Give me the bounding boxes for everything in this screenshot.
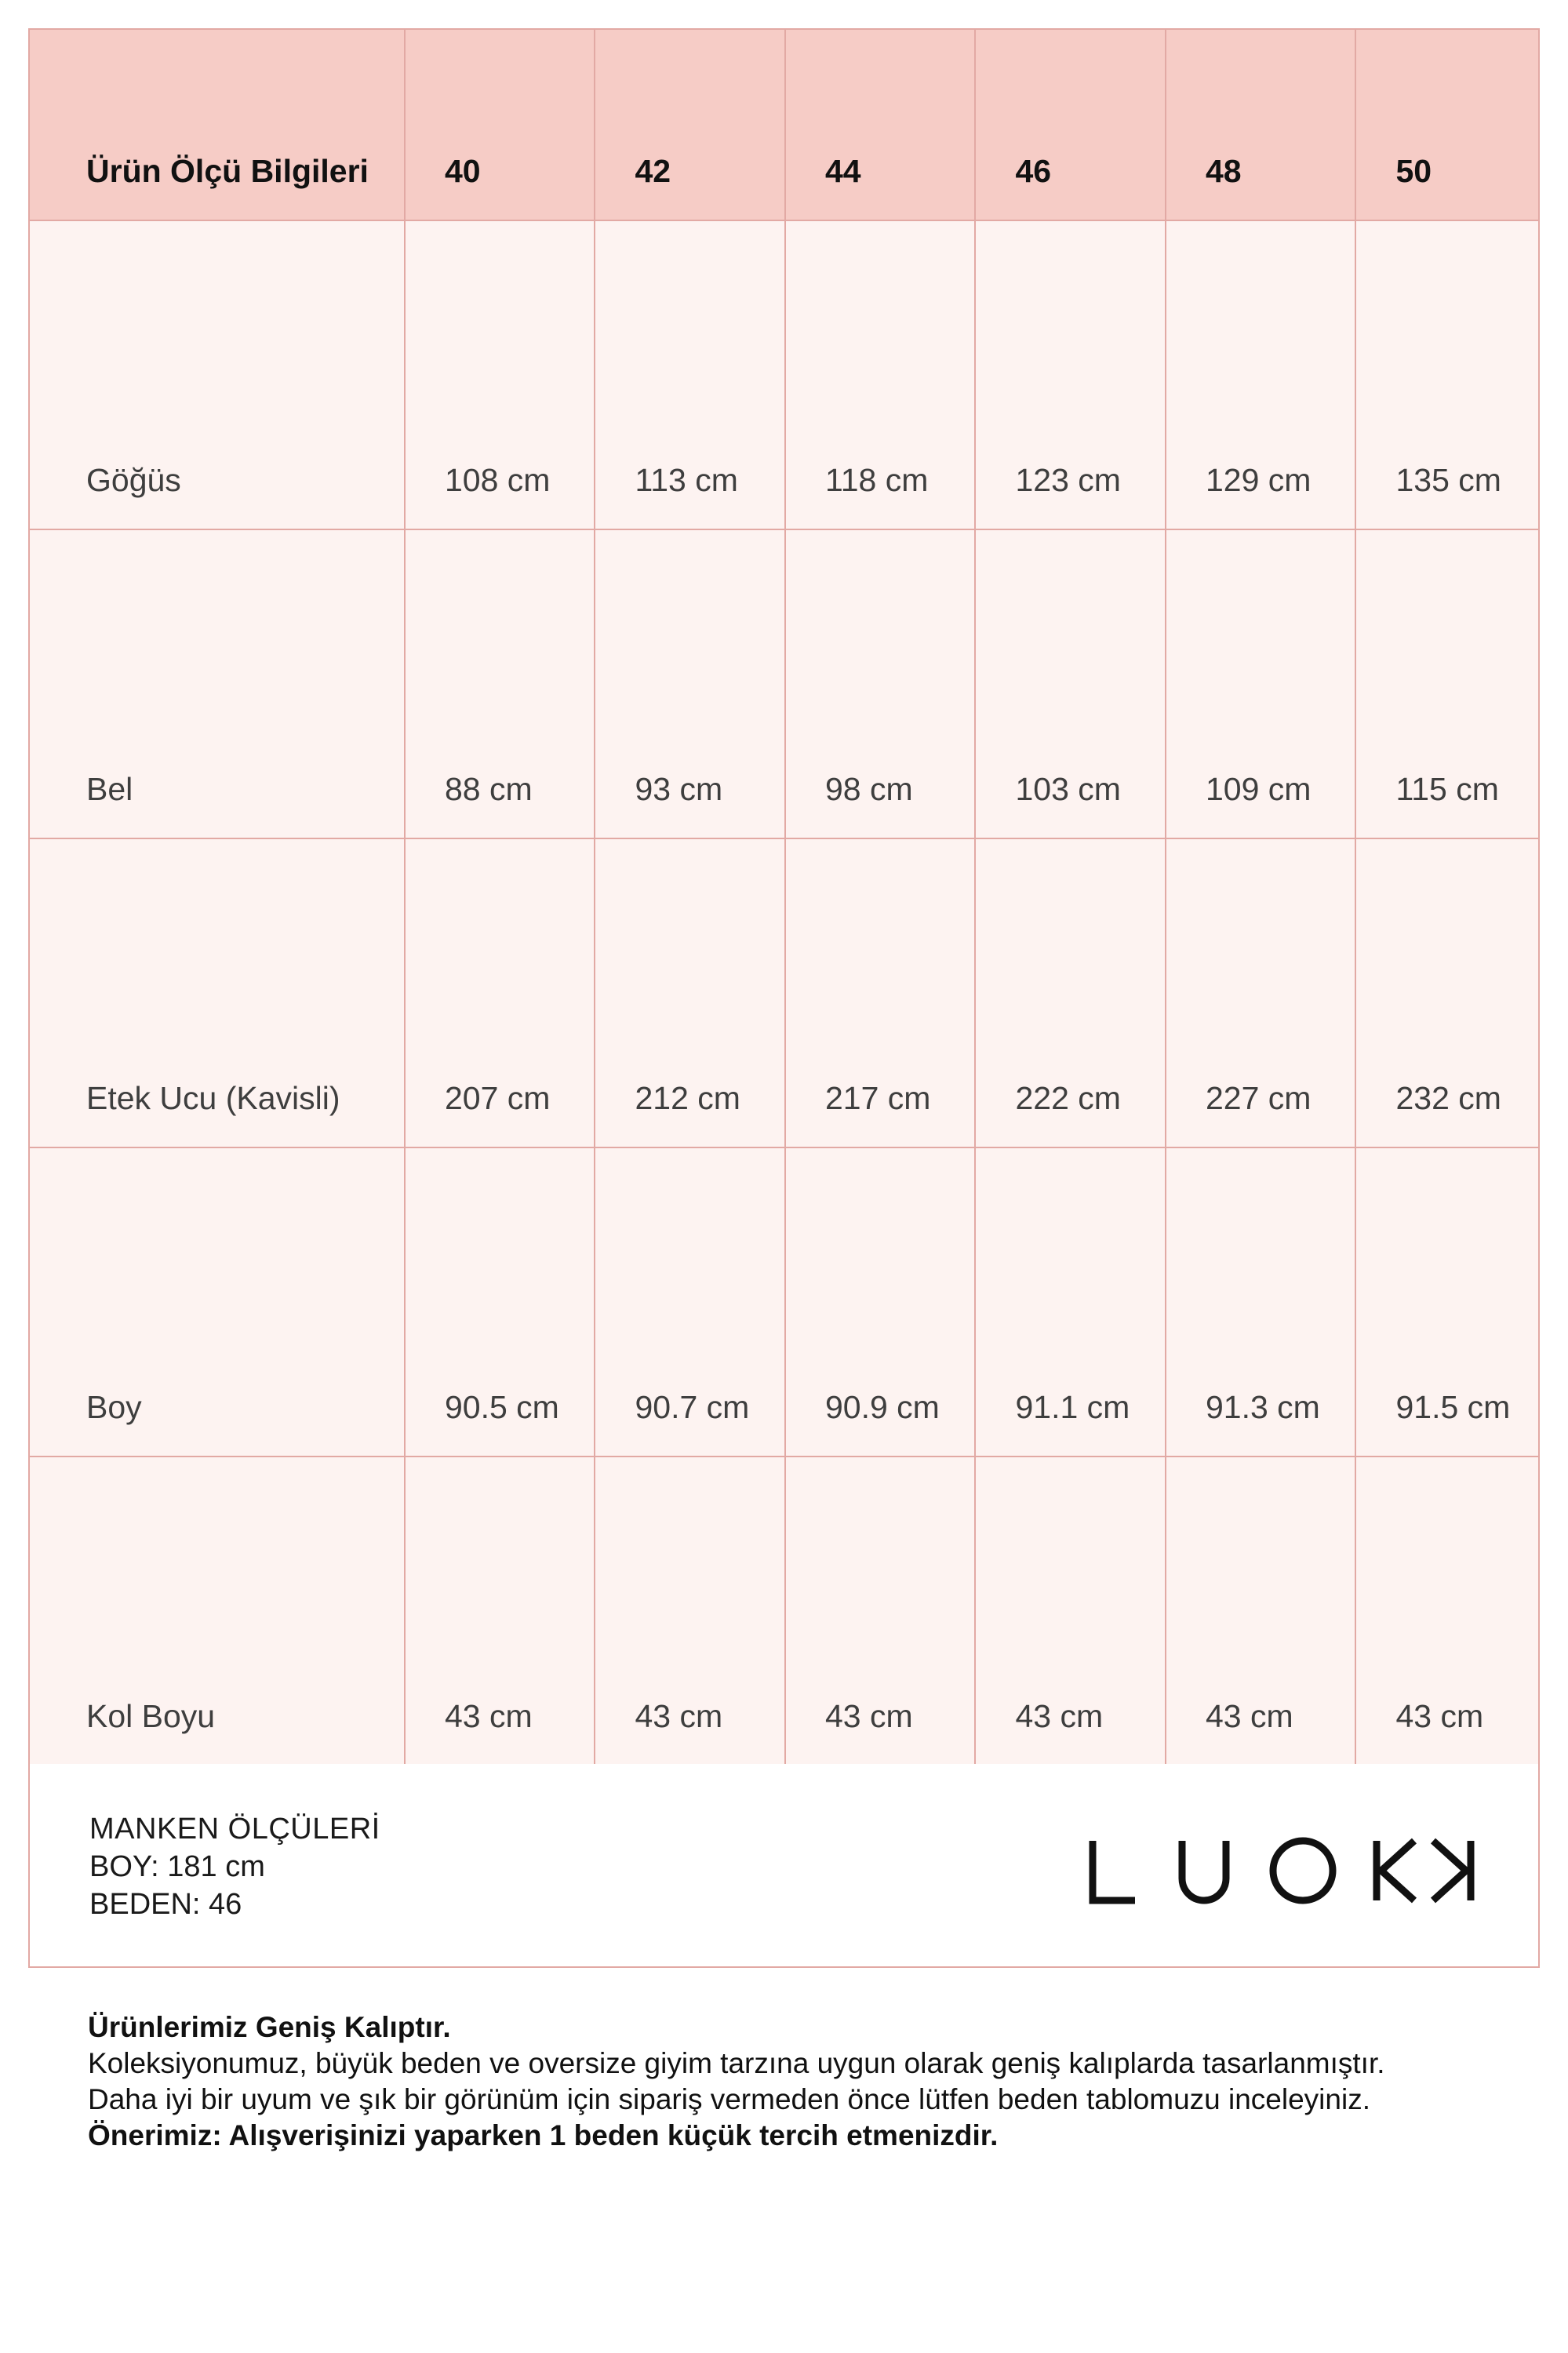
- notes-heading: Ürünlerimiz Geniş Kalıptır.: [88, 2011, 451, 2043]
- table-cell: 43 cm: [405, 1457, 595, 1766]
- table-row-chest: [29, 220, 1539, 529]
- table-row-sleeve: [29, 1457, 1539, 1766]
- size-chart-table: [28, 28, 1540, 1766]
- row-label: Kol Boyu: [29, 1457, 405, 1766]
- table-cell: 227 cm: [1166, 838, 1356, 1147]
- table-cell: 98 cm: [785, 529, 976, 838]
- notes-recommendation: Önerimiz: Alışverişinizi yaparken 1 beden küçük tercih etmenizdir.: [88, 2119, 999, 2151]
- header-size-40: 40: [405, 29, 595, 220]
- brand-logo: [1086, 1836, 1479, 1907]
- table-cell: 113 cm: [595, 220, 785, 529]
- table-cell: 135 cm: [1355, 220, 1539, 529]
- table-cell: 88 cm: [405, 529, 595, 838]
- table-cell: 108 cm: [405, 220, 595, 529]
- table-cell: 91.3 cm: [1166, 1147, 1356, 1457]
- model-measurements-box: [28, 1764, 1540, 1968]
- model-size: BEDEN: 46: [89, 1888, 242, 1921]
- table-cell: 232 cm: [1355, 838, 1539, 1147]
- model-title: MANKEN ÖLÇÜLERİ: [89, 1813, 380, 1846]
- table-cell: 93 cm: [595, 529, 785, 838]
- header-size-44: 44: [785, 29, 976, 220]
- row-label: Göğüs: [29, 220, 405, 529]
- row-label: Etek Ucu (Kavisli): [29, 838, 405, 1147]
- table-cell: 109 cm: [1166, 529, 1356, 838]
- table-cell: 103 cm: [975, 529, 1166, 838]
- table-cell: 90.7 cm: [595, 1147, 785, 1457]
- product-notes: [88, 2009, 1523, 2154]
- table-cell: 43 cm: [975, 1457, 1166, 1766]
- table-cell: 118 cm: [785, 220, 976, 529]
- header-title: Ürün Ölçü Bilgileri: [29, 29, 405, 220]
- table-cell: 90.5 cm: [405, 1147, 595, 1457]
- luokk-logo-icon: [1086, 1836, 1479, 1907]
- table-cell: 207 cm: [405, 838, 595, 1147]
- table-cell: 91.5 cm: [1355, 1147, 1539, 1457]
- row-label: Boy: [29, 1147, 405, 1457]
- table-row-waist: [29, 529, 1539, 838]
- model-height: BOY: 181 cm: [89, 1850, 265, 1883]
- table-cell: 222 cm: [975, 838, 1166, 1147]
- table-row-hem: [29, 838, 1539, 1147]
- header-size-50: 50: [1355, 29, 1539, 220]
- notes-line-1: Koleksiyonumuz, büyük beden ve oversize giyim tarzına uygun olarak geniş kalıplarda tasarlanmıştır.: [88, 2047, 1385, 2079]
- header-size-42: 42: [595, 29, 785, 220]
- table-cell: 43 cm: [1355, 1457, 1539, 1766]
- table-cell: 43 cm: [785, 1457, 976, 1766]
- table-cell: 123 cm: [975, 220, 1166, 529]
- table-cell: 91.1 cm: [975, 1147, 1166, 1457]
- table-header-row: [29, 29, 1539, 220]
- header-size-46: 46: [975, 29, 1166, 220]
- table-cell: 43 cm: [595, 1457, 785, 1766]
- header-size-48: 48: [1166, 29, 1356, 220]
- table-cell: 129 cm: [1166, 220, 1356, 529]
- table-row-length: [29, 1147, 1539, 1457]
- table-cell: 212 cm: [595, 838, 785, 1147]
- table-cell: 217 cm: [785, 838, 976, 1147]
- notes-line-2: Daha iyi bir uyum ve şık bir görünüm için sipariş vermeden önce lütfen beden tablomuzu inceleyiniz.: [88, 2083, 1370, 2115]
- table-cell: 115 cm: [1355, 529, 1539, 838]
- table-cell: 90.9 cm: [785, 1147, 976, 1457]
- row-label: Bel: [29, 529, 405, 838]
- table-cell: 43 cm: [1166, 1457, 1356, 1766]
